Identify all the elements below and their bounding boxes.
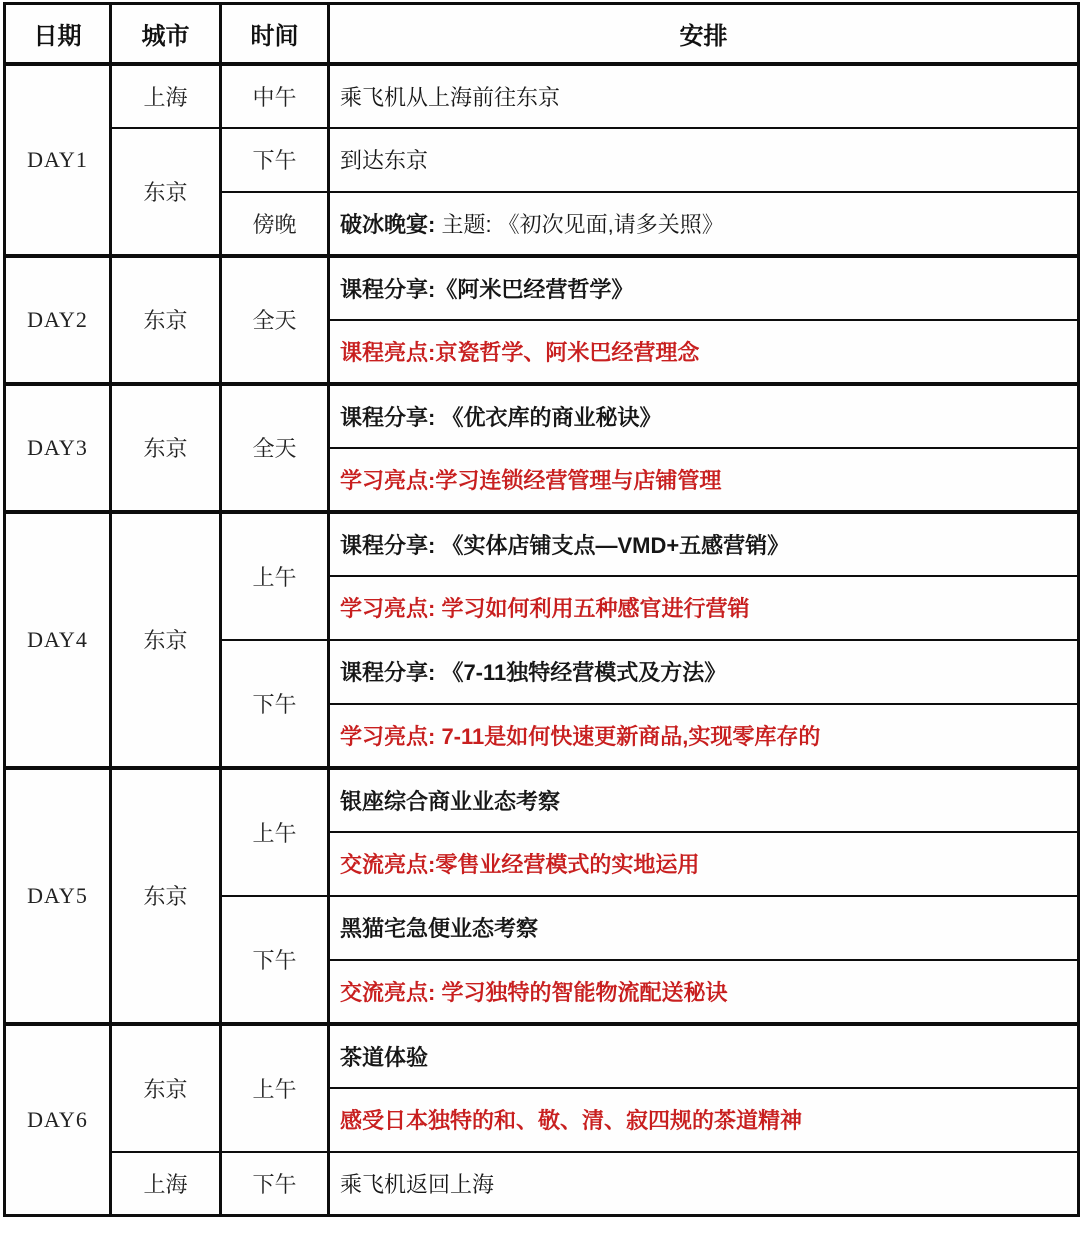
- time-cell: 下午: [221, 1152, 329, 1216]
- header-date: 日期: [5, 4, 111, 64]
- plan-cell: 课程分享: 《优衣库的商业秘诀》: [329, 384, 1079, 448]
- plan-detail: 主题: 《初次见面,请多关照》: [435, 211, 724, 237]
- plan-cell: 课程分享: 《实体店铺支点—VMD+五感营销》: [329, 512, 1079, 576]
- time-cell: 全天: [221, 256, 329, 384]
- plan-highlight-cell: 感受日本独特的和、敬、清、寂四规的茶道精神: [329, 1088, 1079, 1152]
- plan-cell: 茶道体验: [329, 1024, 1079, 1088]
- time-cell: 下午: [221, 896, 329, 1024]
- time-cell: 下午: [221, 128, 329, 192]
- plan-cell: 银座综合商业业态考察: [329, 768, 1079, 832]
- city-cell: 上海: [111, 64, 221, 128]
- plan-highlight-cell: 课程亮点:京瓷哲学、阿米巴经营理念: [329, 320, 1079, 384]
- plan-highlight-cell: 学习亮点:学习连锁经营管理与店铺管理: [329, 448, 1079, 512]
- itinerary-table: [3, 2, 1080, 1217]
- plan-cell: [329, 192, 1079, 256]
- table-row: [5, 384, 1079, 448]
- table-row: [5, 512, 1079, 576]
- header-plan: 安排: [329, 4, 1079, 64]
- table-row: [5, 128, 1079, 192]
- city-cell: 东京: [111, 512, 221, 768]
- time-cell: 全天: [221, 384, 329, 512]
- plan-cell: 乘飞机从上海前往东京: [329, 64, 1079, 128]
- time-cell: 上午: [221, 1024, 329, 1152]
- day-label: DAY3: [5, 384, 111, 512]
- header-time: 时间: [221, 4, 329, 64]
- header-row: [5, 4, 1079, 64]
- table-row: [5, 64, 1079, 128]
- plan-cell: 课程分享:《阿米巴经营哲学》: [329, 256, 1079, 320]
- plan-cell: 课程分享: 《7-11独特经营模式及方法》: [329, 640, 1079, 704]
- time-cell: 下午: [221, 640, 329, 768]
- time-cell: 中午: [221, 64, 329, 128]
- time-cell: 傍晚: [221, 192, 329, 256]
- table-row: [5, 768, 1079, 832]
- day-label: DAY5: [5, 768, 111, 1024]
- plan-title: 破冰晚宴:: [340, 211, 436, 237]
- table-row: [5, 256, 1079, 320]
- plan-cell: 乘飞机返回上海: [329, 1152, 1079, 1216]
- city-cell: 上海: [111, 1152, 221, 1216]
- time-cell: 上午: [221, 512, 329, 640]
- plan-highlight-cell: 学习亮点: 学习如何利用五种感官进行营销: [329, 576, 1079, 640]
- city-cell: 东京: [111, 128, 221, 256]
- time-cell: 上午: [221, 768, 329, 896]
- city-cell: 东京: [111, 256, 221, 384]
- plan-highlight-cell: 交流亮点: 学习独特的智能物流配送秘诀: [329, 960, 1079, 1024]
- table-row: [5, 1024, 1079, 1088]
- city-cell: 东京: [111, 1024, 221, 1152]
- plan-cell: 黑猫宅急便业态考察: [329, 896, 1079, 960]
- plan-highlight-cell: 学习亮点: 7-11是如何快速更新商品,实现零库存的: [329, 704, 1079, 768]
- city-cell: 东京: [111, 384, 221, 512]
- table-row: [5, 1152, 1079, 1216]
- day-label: DAY1: [5, 64, 111, 256]
- plan-highlight-cell: 交流亮点:零售业经营模式的实地运用: [329, 832, 1079, 896]
- day-label: DAY6: [5, 1024, 111, 1216]
- day-label: DAY4: [5, 512, 111, 768]
- plan-cell: 到达东京: [329, 128, 1079, 192]
- city-cell: 东京: [111, 768, 221, 1024]
- day-label: DAY2: [5, 256, 111, 384]
- header-city: 城市: [111, 4, 221, 64]
